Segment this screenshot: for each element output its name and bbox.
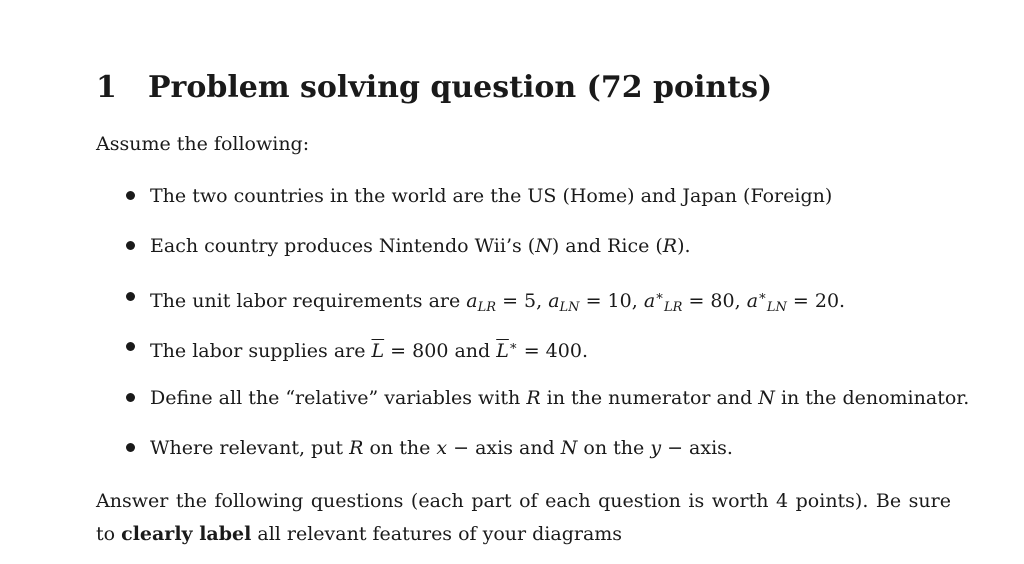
section-number: 1	[96, 70, 117, 105]
bullet-text-goods	[150, 232, 691, 260]
text-run: Answer the following questions (each part of each question is worth 4 points). Be sure to	[96, 490, 951, 545]
bullet-text-axes	[150, 434, 733, 462]
math-variable: x	[436, 436, 448, 459]
math-variable: R	[349, 436, 364, 459]
text-run: = 5,	[496, 289, 549, 312]
math-variable: a	[466, 289, 478, 312]
bullet-icon	[126, 292, 135, 301]
text-run: The unit labor requirements are	[150, 289, 467, 312]
math-superscript: ∗	[758, 288, 767, 304]
section-title: Problem solving question (72 points)	[148, 70, 773, 105]
text-run: − axis and	[447, 436, 561, 459]
text-run: = 20.	[786, 289, 846, 312]
text-run: Each country produces Nintendo Wii’s (	[150, 235, 536, 258]
math-superscript: ∗	[508, 339, 518, 355]
math-variable: $\overline{L}$	[371, 340, 385, 363]
text-run: = 10,	[579, 289, 644, 312]
text-run: all relevant features of your diagrams	[251, 523, 623, 545]
math-subscript: LN	[766, 299, 787, 315]
text-run: ).	[677, 235, 691, 258]
math-variable: a	[746, 289, 759, 312]
text-run: in the numerator and	[540, 386, 759, 409]
bullet-icon	[126, 342, 135, 351]
section-heading	[96, 70, 772, 105]
math-superscript: ∗	[655, 288, 664, 304]
text-run: − axis.	[661, 436, 733, 459]
bullet-icon	[126, 241, 135, 250]
bullet-icon	[126, 443, 135, 452]
bullet-text-labor-requirements	[150, 283, 845, 322]
math-variable: R	[662, 235, 678, 258]
text-run: Define all the “relative” variables with	[150, 386, 527, 409]
math-variable: a	[643, 289, 656, 312]
bullet-text-labor-supplies	[150, 333, 588, 365]
math-subscript: LR	[664, 299, 683, 315]
bullet-icon	[126, 393, 135, 402]
bullet-text-relative-variables	[150, 384, 969, 412]
bold-emphasis: clearly label	[121, 523, 252, 545]
math-subscript: LR	[477, 299, 497, 315]
text-run: on the	[577, 436, 651, 459]
bullet-icon	[126, 191, 135, 200]
math-variable: a	[548, 289, 560, 312]
closing-paragraph	[96, 485, 951, 551]
text-run: on the	[363, 436, 437, 459]
intro-text: Assume the following:	[96, 133, 310, 155]
text-run: in the denominator.	[774, 386, 970, 409]
text-run: The labor supplies are	[150, 340, 372, 363]
math-variable: N	[560, 436, 578, 459]
text-run: = 80,	[682, 289, 747, 312]
math-variable: $\overline{L}$	[496, 340, 509, 363]
text-run: ) and Rice (	[551, 235, 663, 258]
math-subscript: LN	[559, 299, 580, 315]
bullet-text-countries: The two countries in the world are the US (Home) and Japan (Foreign)	[150, 185, 833, 207]
math-variable: N	[535, 235, 552, 258]
text-run: = 400.	[517, 340, 588, 363]
text-run: = 800 and	[384, 340, 497, 363]
text-run: Where relevant, put	[150, 436, 350, 459]
math-variable: R	[526, 386, 541, 409]
math-variable: y	[650, 436, 662, 459]
math-variable: N	[758, 386, 775, 409]
